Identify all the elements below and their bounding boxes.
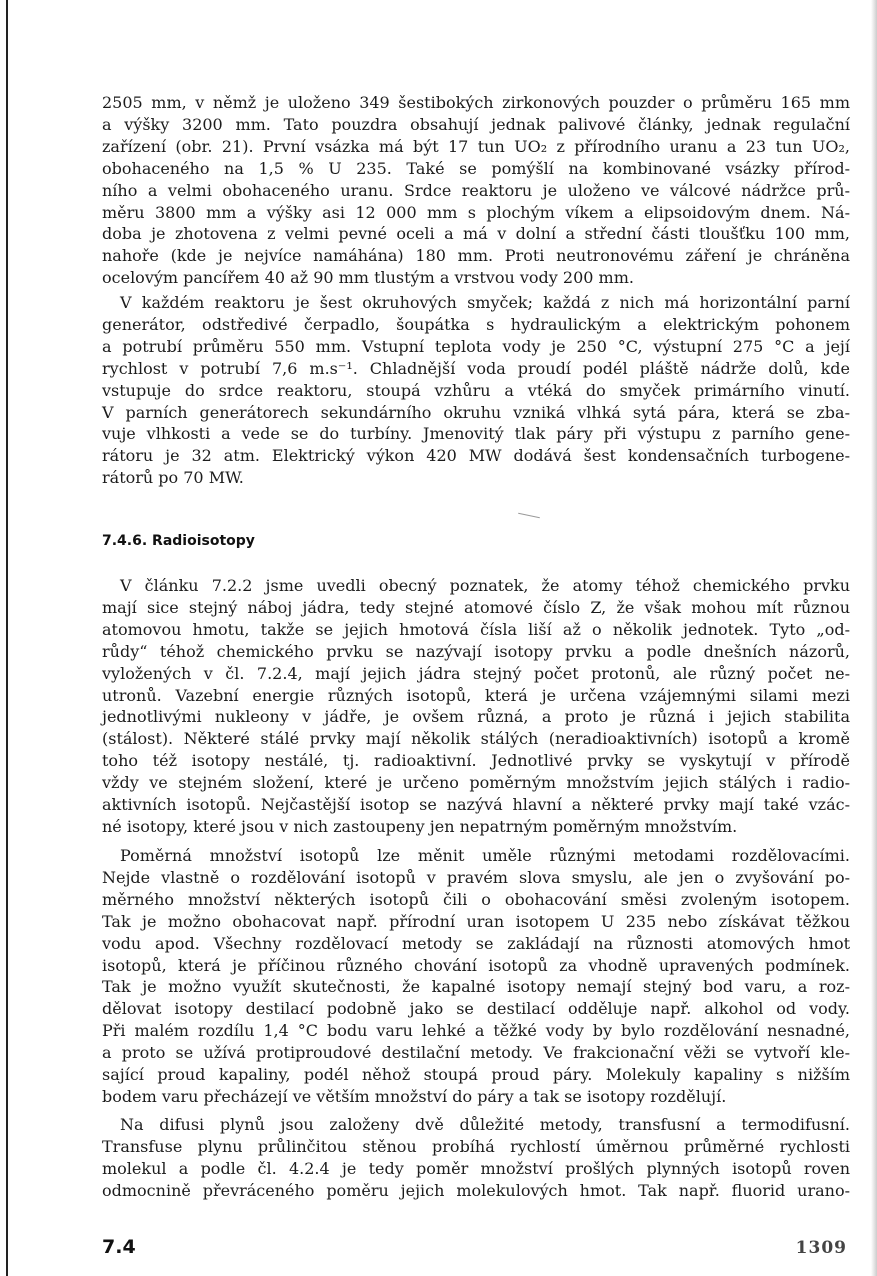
text-line: rátorů po 70 MW. <box>102 468 244 488</box>
text-line: (stálost). Některé stálé prvky mají několik stálých (neradioaktivních) isotopů a kromě <box>102 729 850 749</box>
text-line: Nejde vlastně o rozdělování isotopů v pravém slova smyslu, ale jen o zvyšování po- <box>102 867 850 887</box>
footer-section-number: 7.4 <box>102 1236 136 1258</box>
text-line: nahoře (kde je nejvíce namáhána) 180 mm. Proti neutronovému záření je chráněna <box>102 246 850 266</box>
text-line: Při malém rozdílu 1,4 °C bodu varu lehké a těžké vody by bylo rozdělování nesnadné, <box>102 1021 850 1041</box>
text-line: vstupuje do srdce reaktoru, stoupá vzhůru a vtéká do smyček primárního vinutí. <box>102 380 850 400</box>
text-line: utronů. Vazební energie různých isotopů, která je určena vzájemnými silami mezi <box>102 685 850 705</box>
paragraph-reactor-vessel <box>102 92 850 289</box>
page-number: 1309 <box>795 1238 847 1258</box>
page-binding-edge <box>6 0 8 1276</box>
text-line: obohaceného na 1,5 % U 235. Také se pomýšlí na kombinované vsázky přírod- <box>102 158 850 178</box>
text-line: ního a velmi obohaceného uranu. Srdce reaktoru je uloženo ve válcové nádržce prů- <box>102 180 850 200</box>
text-line: dělovat isotopy destilací podobně jako se destilací odděluje např. alkohol od vody. <box>102 999 850 1019</box>
text-line: sající proud kapaliny, podél něhož stoupá proud páry. Molekuly kapaliny s nižším <box>102 1065 850 1085</box>
text-line: V článku 7.2.2 jsme uvedli obecný poznatek, že atomy téhož chemického prvku <box>120 576 850 595</box>
text-line: a proto se užívá protiproudové destilační metody. Ve frakcionační věži se vytvoří kle- <box>102 1043 850 1063</box>
paragraph-isotope-separation <box>102 845 850 1108</box>
text-line: né isotopy, které jsou v nich zastoupeny jen nepatrným poměrným množstvím. <box>102 816 738 836</box>
paragraph-isotopes-intro <box>102 575 850 838</box>
paragraph-reactor-loops <box>102 292 850 489</box>
text-line: vuje vlhkosti a vede se do turbíny. Jmenovitý tlak páry při výstupu z parního gene- <box>102 424 850 444</box>
text-line: Tak je možno obohacovat např. přírodní uran isotopem U 235 nebo získávat těžkou <box>102 911 850 931</box>
text-line: měru 3800 mm a výšky asi 12 000 mm s plochým víkem a elipsoidovým dnem. Ná- <box>102 202 850 222</box>
text-line: toho též isotopy nestálé, tj. radioaktivní. Jednotlivé prvky se vyskytují v přírodě <box>102 751 850 771</box>
text-line: atomovou hmotu, takže se jejich hmotová čísla liší až o několik jednotek. Tyto „od- <box>102 619 850 639</box>
text-line: vždy ve stejném složení, které je určeno poměrným množstvím jejich stálých i radio- <box>102 773 850 793</box>
scan-mark <box>518 513 540 519</box>
text-line: Transfuse plynu průlinčitou stěnou probíhá rychlostí úměrnou průměrné rychlosti <box>102 1136 850 1156</box>
section-heading: 7.4.6. Radioisotopy <box>102 533 255 549</box>
text-line: isotopů, která je příčinou různého chování isotopů za vhodně upravených podmínek. <box>102 955 850 975</box>
text-line: Tak je možno využít skutečnosti, že kapalné isotopy nemají stejný bod varu, a roz- <box>102 977 850 997</box>
text-line: a výšky 3200 mm. Tato pouzdra obsahují jednak palivové články, jednak regulační <box>102 114 850 134</box>
text-line: měrného množství některých isotopů čili o obohacování směsi zvoleným isotopem. <box>102 889 850 909</box>
text-line: mají sice stejný náboj jádra, tedy stejné atomové číslo Z, že však mohou mít různou <box>102 597 850 617</box>
text-line: vodu apod. Všechny rozdělovací metody se zakládají na různosti atomových hmot <box>102 933 850 953</box>
text-line: generátor, odstředivé čerpadlo, šoupátka s hydraulickým a elektrickým pohonem <box>102 314 850 334</box>
text-line: zařízení (obr. 21). První vsázka má být 17 tun UO₂ z přírodního uranu a 23 tun UO₂, <box>102 136 850 156</box>
text-line: aktivních isotopů. Nejčastější isotop se nazývá hlavní a některé prvky mají také vzác- <box>102 795 850 815</box>
text-line: Poměrná množství isotopů lze měnit uměle různými metodami rozdělovacími. <box>120 846 850 865</box>
text-line: ocelovým pancířem 40 až 90 mm tlustým a vrstvou vody 200 mm. <box>102 268 634 288</box>
text-line: 2505 mm, v němž je uloženo 349 šestibokých zirkonových pouzder o průměru 165 mm <box>102 93 850 112</box>
page-right-edge <box>871 0 877 1276</box>
text-line: doba je zhotovena z velmi pevné oceli a má v dolní a střední části tloušťku 100 mm, <box>102 224 850 244</box>
text-line: růdy“ téhož chemického prvku se nazývají isotopy prvku a podle dnešních názorů, <box>102 641 850 661</box>
text-line: a potrubí průměru 550 mm. Vstupní teplota vody je 250 °C, výstupní 275 °C a její <box>102 336 850 356</box>
text-line: vyložených v čl. 7.2.4, mají jejich jádra stejný počet protonů, ale různý počet ne- <box>102 663 850 683</box>
text-line: odmocnině převráceného poměru jejich molekulových hmot. Tak např. fluorid urano- <box>102 1180 850 1200</box>
text-line: molekul a podle čl. 4.2.4 je tedy poměr množství prošlých plynných isotopů roven <box>102 1158 850 1178</box>
text-line: V parních generátorech sekundárního okruhu vzniká vlhká sytá pára, která se zba- <box>102 402 850 422</box>
text-line: Na difusi plynů jsou založeny dvě důležité metody, transfusní a termodifusní. <box>120 1115 850 1134</box>
text-line: bodem varu přecházejí ve větším množství do páry a tak se isotopy rozdělují. <box>102 1086 727 1106</box>
text-line: V každém reaktoru je šest okruhových smyček; každá z nich má horizontální parní <box>120 293 850 312</box>
text-line: rátoru je 32 atm. Elektrický výkon 420 MW dodává šest kondensačních turbogene- <box>102 446 850 466</box>
paragraph-gas-diffusion <box>102 1114 850 1202</box>
text-line: rychlost v potrubí 7,6 m.s⁻¹. Chladnější voda proudí podél pláště nádrže dolů, kde <box>102 358 850 378</box>
text-line: jednotlivými nukleony v jádře, je ovšem různá, a proto je různá i jejich stabilita <box>102 707 850 727</box>
